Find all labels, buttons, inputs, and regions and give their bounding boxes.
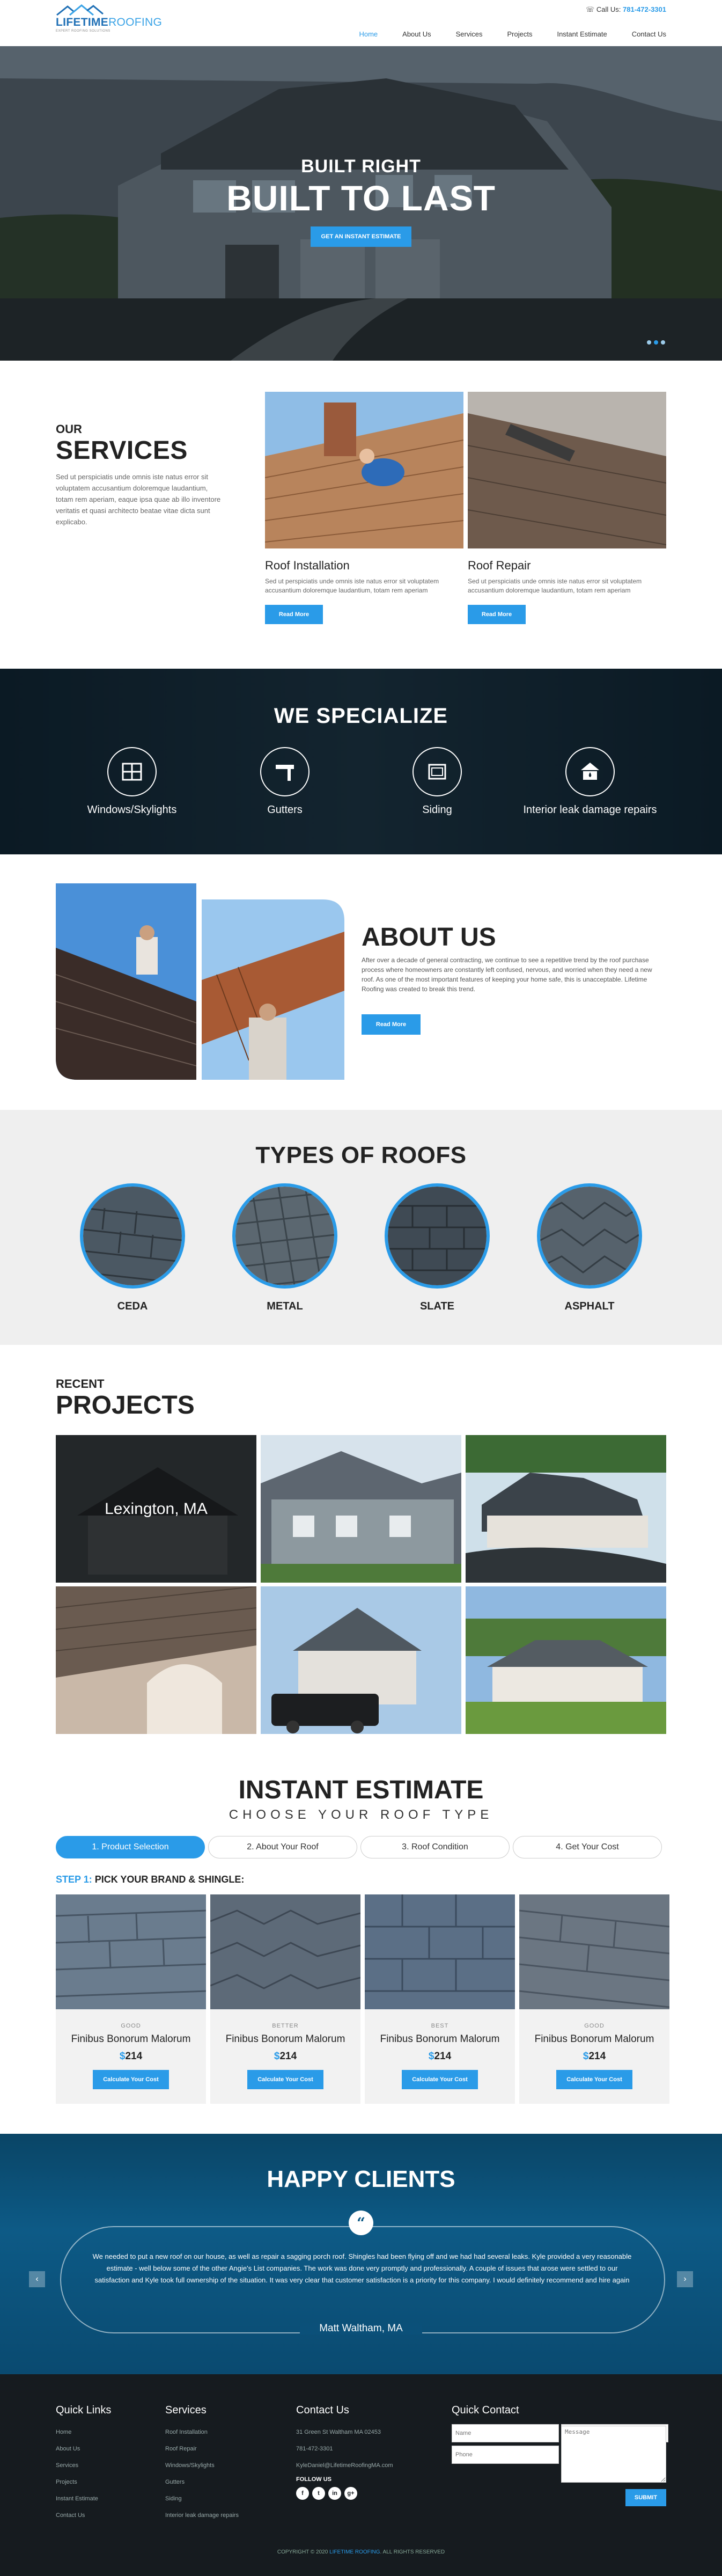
project-tile[interactable] [261, 1586, 461, 1734]
facebook-icon[interactable]: f [296, 2487, 309, 2500]
project-image [261, 1435, 461, 1583]
estimate-title: INSTANT ESTIMATE [238, 1776, 484, 1804]
roof-types-title: TYPES OF ROOFS [255, 1142, 467, 1168]
footer-link[interactable]: Siding [165, 2496, 182, 2502]
phone-icon: ☏ [586, 5, 595, 13]
shingle-image[interactable] [519, 1894, 669, 2009]
roof-type-image [385, 1183, 490, 1289]
footer-link[interactable]: Contact Us [56, 2512, 85, 2519]
calculate-cost-button[interactable]: Calculate Your Cost [247, 2070, 323, 2089]
product-name: Finibus Bonorum Malorum [534, 2033, 654, 2045]
instant-estimate-section [0, 1753, 722, 2134]
follow-us-label: FOLLOW US [296, 2476, 331, 2483]
specialty-label: Siding [422, 804, 452, 816]
about-read-more-button[interactable]: Read More [362, 1014, 421, 1035]
step-about-your-roof[interactable]: 2. About Your Roof [208, 1836, 357, 1858]
slider-dot[interactable] [661, 340, 665, 345]
project-image [466, 1586, 666, 1734]
footer-link[interactable]: Roof Installation [165, 2429, 208, 2435]
name-input[interactable] [452, 2424, 559, 2442]
footer-link[interactable]: About Us [56, 2446, 80, 2452]
footer-contact [296, 2404, 393, 2500]
projects-eyebrow: RECENT [56, 1377, 105, 1391]
roof-type-ceda[interactable] [79, 1183, 186, 1313]
service-card [265, 392, 463, 624]
product-tier: GOOD [584, 2023, 605, 2029]
roof-type-image [232, 1183, 337, 1289]
social-links [296, 2487, 393, 2500]
shingle-image[interactable] [210, 1894, 360, 2009]
calculate-cost-button[interactable]: Calculate Your Cost [402, 2070, 478, 2089]
calculate-cost-button[interactable]: Calculate Your Cost [93, 2070, 169, 2089]
services-section [0, 361, 722, 669]
footer-link[interactable]: Projects [56, 2479, 77, 2485]
nav-about[interactable]: About Us [402, 30, 431, 38]
hero-headline: BUILT TO LAST [226, 178, 496, 218]
service-text: Sed ut perspiciatis unde omnis iste natus error sit voluptatem accusantium doloremque laudantium, totam rem aperiam [468, 577, 642, 594]
logo-tagline: EXPERT ROOFING SOLUTIONS [56, 30, 110, 33]
roof-type-asphalt[interactable] [536, 1183, 643, 1313]
product-price: $214 [274, 2051, 297, 2062]
next-arrow-icon[interactable]: › [677, 2271, 693, 2287]
service-title: Roof Installation [265, 559, 350, 572]
linkedin-icon[interactable]: in [328, 2487, 341, 2500]
product-name: Finibus Bonorum Malorum [71, 2033, 191, 2045]
hero-slider [0, 46, 722, 361]
happy-clients-section [0, 2134, 722, 2374]
specialty-label: Windows/Skylights [87, 804, 177, 816]
nav-contact[interactable]: Contact Us [631, 30, 666, 38]
specialty-interior-leak[interactable] [515, 747, 665, 816]
shingle-image[interactable] [365, 1894, 515, 2009]
project-tile[interactable] [466, 1586, 666, 1734]
footer-address: 31 Green St Waltham MA 02453 [296, 2429, 381, 2435]
clients-title: HAPPY CLIENTS [267, 2166, 455, 2192]
main-nav [359, 30, 666, 38]
project-location: Lexington, MA [56, 1435, 256, 1583]
footer-link[interactable]: Windows/Skylights [165, 2462, 215, 2469]
roof-installation-image [265, 392, 463, 548]
specialty-gutters[interactable] [210, 747, 360, 816]
service-card [468, 392, 666, 624]
specialize-title: WE SPECIALIZE [274, 704, 448, 728]
project-tile[interactable] [466, 1435, 666, 1583]
phone-input[interactable] [452, 2446, 559, 2464]
footer-link[interactable]: Home [56, 2429, 72, 2435]
footer-link[interactable]: Interior leak damage repairs [165, 2512, 239, 2519]
roof-type-image [80, 1183, 185, 1289]
product-tier: BEST [431, 2023, 449, 2029]
product-price: $214 [119, 2051, 143, 2062]
roof-type-metal[interactable] [231, 1183, 338, 1313]
nav-projects[interactable]: Projects [507, 30, 533, 38]
nav-services[interactable]: Services [455, 30, 483, 38]
footer-link[interactable]: Roof Repair [165, 2446, 197, 2452]
project-image [56, 1586, 256, 1734]
roof-type-label: CEDA [117, 1300, 148, 1312]
footer-quick-links [56, 2404, 111, 2524]
call-us[interactable]: ☏ Call Us: 781-472-3301 [586, 5, 666, 13]
read-more-button[interactable]: Read More [265, 605, 323, 624]
footer-link[interactable]: Instant Estimate [56, 2496, 98, 2502]
footer-heading: Quick Links [56, 2404, 112, 2416]
step-get-your-cost[interactable]: 4. Get Your Cost [513, 1836, 662, 1858]
about-title: ABOUT US [362, 923, 496, 952]
nav-instant-estimate[interactable]: Instant Estimate [557, 30, 607, 38]
product-card [519, 1894, 669, 2104]
product-tier: GOOD [121, 2023, 141, 2029]
footer-services [165, 2404, 239, 2524]
services-title: SERVICES [56, 436, 188, 465]
nav-home[interactable]: Home [359, 30, 378, 38]
project-tile[interactable] [56, 1586, 256, 1734]
footer-phone[interactable]: 781-472-3301 [296, 2446, 333, 2452]
product-name: Finibus Bonorum Malorum [225, 2033, 345, 2045]
product-card [56, 1894, 206, 2104]
service-title: Roof Repair [468, 559, 531, 572]
footer-link[interactable]: Services [56, 2462, 79, 2469]
footer-heading: Contact Us [296, 2404, 349, 2416]
footer-heading: Quick Contact [452, 2404, 519, 2416]
roof-type-image [537, 1183, 642, 1289]
product-price: $214 [583, 2051, 606, 2062]
product-tier: BETTER [272, 2023, 299, 2029]
product-card [210, 1894, 360, 2104]
logo[interactable] [56, 4, 162, 33]
prev-arrow-icon[interactable]: ‹ [29, 2271, 45, 2287]
project-image [261, 1586, 461, 1734]
site-footer [0, 2374, 722, 2576]
house-roof-icon [56, 4, 104, 16]
specialty-label: Interior leak damage repairs [523, 804, 657, 816]
specialty-label: Gutters [267, 804, 303, 816]
service-text: Sed ut perspiciatis unde omnis iste natus error sit voluptatem accusantium doloremque laudantium, totam rem aperiam [265, 577, 439, 594]
specialty-windows[interactable] [57, 747, 207, 816]
twitter-icon[interactable]: t [312, 2487, 325, 2500]
window-icon [107, 747, 157, 796]
logo-text: LIFETIMEROOFING [56, 16, 163, 28]
slider-dots [647, 340, 665, 345]
roof-repair-image [468, 392, 666, 548]
submit-button[interactable]: SUBMIT [625, 2489, 666, 2506]
services-eyebrow: OUR [56, 422, 82, 436]
estimate-subtitle: CHOOSE YOUR ROOF TYPE [229, 1807, 493, 1822]
read-more-button[interactable]: Read More [468, 605, 526, 624]
step-product-selection[interactable]: 1. Product Selection [56, 1836, 205, 1858]
about-text: After over a decade of general contracting, we continue to see a repetitive trend by the roof purchase process where homeowners are constantly left confused, nervous, and worried when they need a new roof. As one of the most important features of keeping your home safe, this is unacceptable. Lifetime Roofing was created to break this trend. [362, 956, 652, 993]
roof-type-label: ASPHALT [564, 1300, 615, 1312]
step-roof-condition[interactable]: 3. Roof Condition [360, 1836, 510, 1858]
project-tile-hover[interactable] [56, 1435, 256, 1583]
shingle-image[interactable] [56, 1894, 206, 2009]
step-heading: STEP 1: PICK YOUR BRAND & SHINGLE: [56, 1874, 245, 1885]
about-images [56, 883, 344, 1080]
testimonial-text: We needed to put a new roof on our house, as well as repair a sagging porch roof. Shingles had been flying off and we had had several leaks. Kyle provided a very reasonable estimate - well below some of the other Angie's List companies. The work was done very promptly and professionally. A couple of issues that arose were settled to our satisfaction and Kyle took full ownership of the situation. It was very clear that customer satisfaction is a priority for this company. I would definitely recommend and hire again [92, 2252, 632, 2284]
google-plus-icon[interactable]: g+ [344, 2487, 357, 2500]
specialize-section [0, 669, 722, 854]
services-description: Sed ut perspiciatis unde omnis iste natus error sit voluptatem accusantium doloremque laudantium, totam rem aperiam, eaque ipsa quae ab illo inventore veritatis et quasi architecto beatae vitae dicta sunt explicabo. [56, 473, 221, 526]
product-name: Finibus Bonorum Malorum [380, 2033, 500, 2045]
roof-type-label: SLATE [419, 1300, 455, 1312]
projects-section [0, 1345, 722, 1753]
quote-icon: “ [349, 2211, 373, 2235]
instant-estimate-button[interactable]: GET AN INSTANT ESTIMATE [311, 226, 411, 247]
slider-dot[interactable] [647, 340, 651, 345]
project-tile[interactable] [261, 1435, 461, 1583]
roof-type-slate[interactable] [384, 1183, 491, 1313]
hero-tagline: BUILT RIGHT [301, 156, 421, 177]
projects-title: PROJECTS [56, 1391, 195, 1419]
site-header [0, 0, 722, 46]
calculate-cost-button[interactable]: Calculate Your Cost [556, 2070, 632, 2089]
slider-dot-active[interactable] [654, 340, 658, 345]
footer-link[interactable]: Gutters [165, 2479, 185, 2485]
copyright: COPYRIGHT © 2020 LIFETIME ROOFING. ALL RIGHTS RESERVED [277, 2549, 445, 2555]
project-image [466, 1435, 666, 1583]
message-input[interactable] [561, 2426, 666, 2483]
specialty-siding[interactable] [362, 747, 512, 816]
product-price: $214 [428, 2051, 452, 2062]
roof-type-label: METAL [267, 1300, 303, 1312]
phone-number[interactable]: 781-472-3301 [623, 5, 666, 13]
gutter-icon [260, 747, 310, 796]
siding-icon [412, 747, 462, 796]
product-card [365, 1894, 515, 2104]
house-leak-icon [565, 747, 615, 796]
testimonial-author: Matt Waltham, MA [300, 2323, 422, 2334]
footer-heading: Services [165, 2404, 207, 2416]
roof-types-section [0, 1110, 722, 1345]
about-section [0, 854, 722, 1110]
footer-email[interactable]: KyleDaniel@LifetimeRoofingMA.com [296, 2462, 393, 2469]
